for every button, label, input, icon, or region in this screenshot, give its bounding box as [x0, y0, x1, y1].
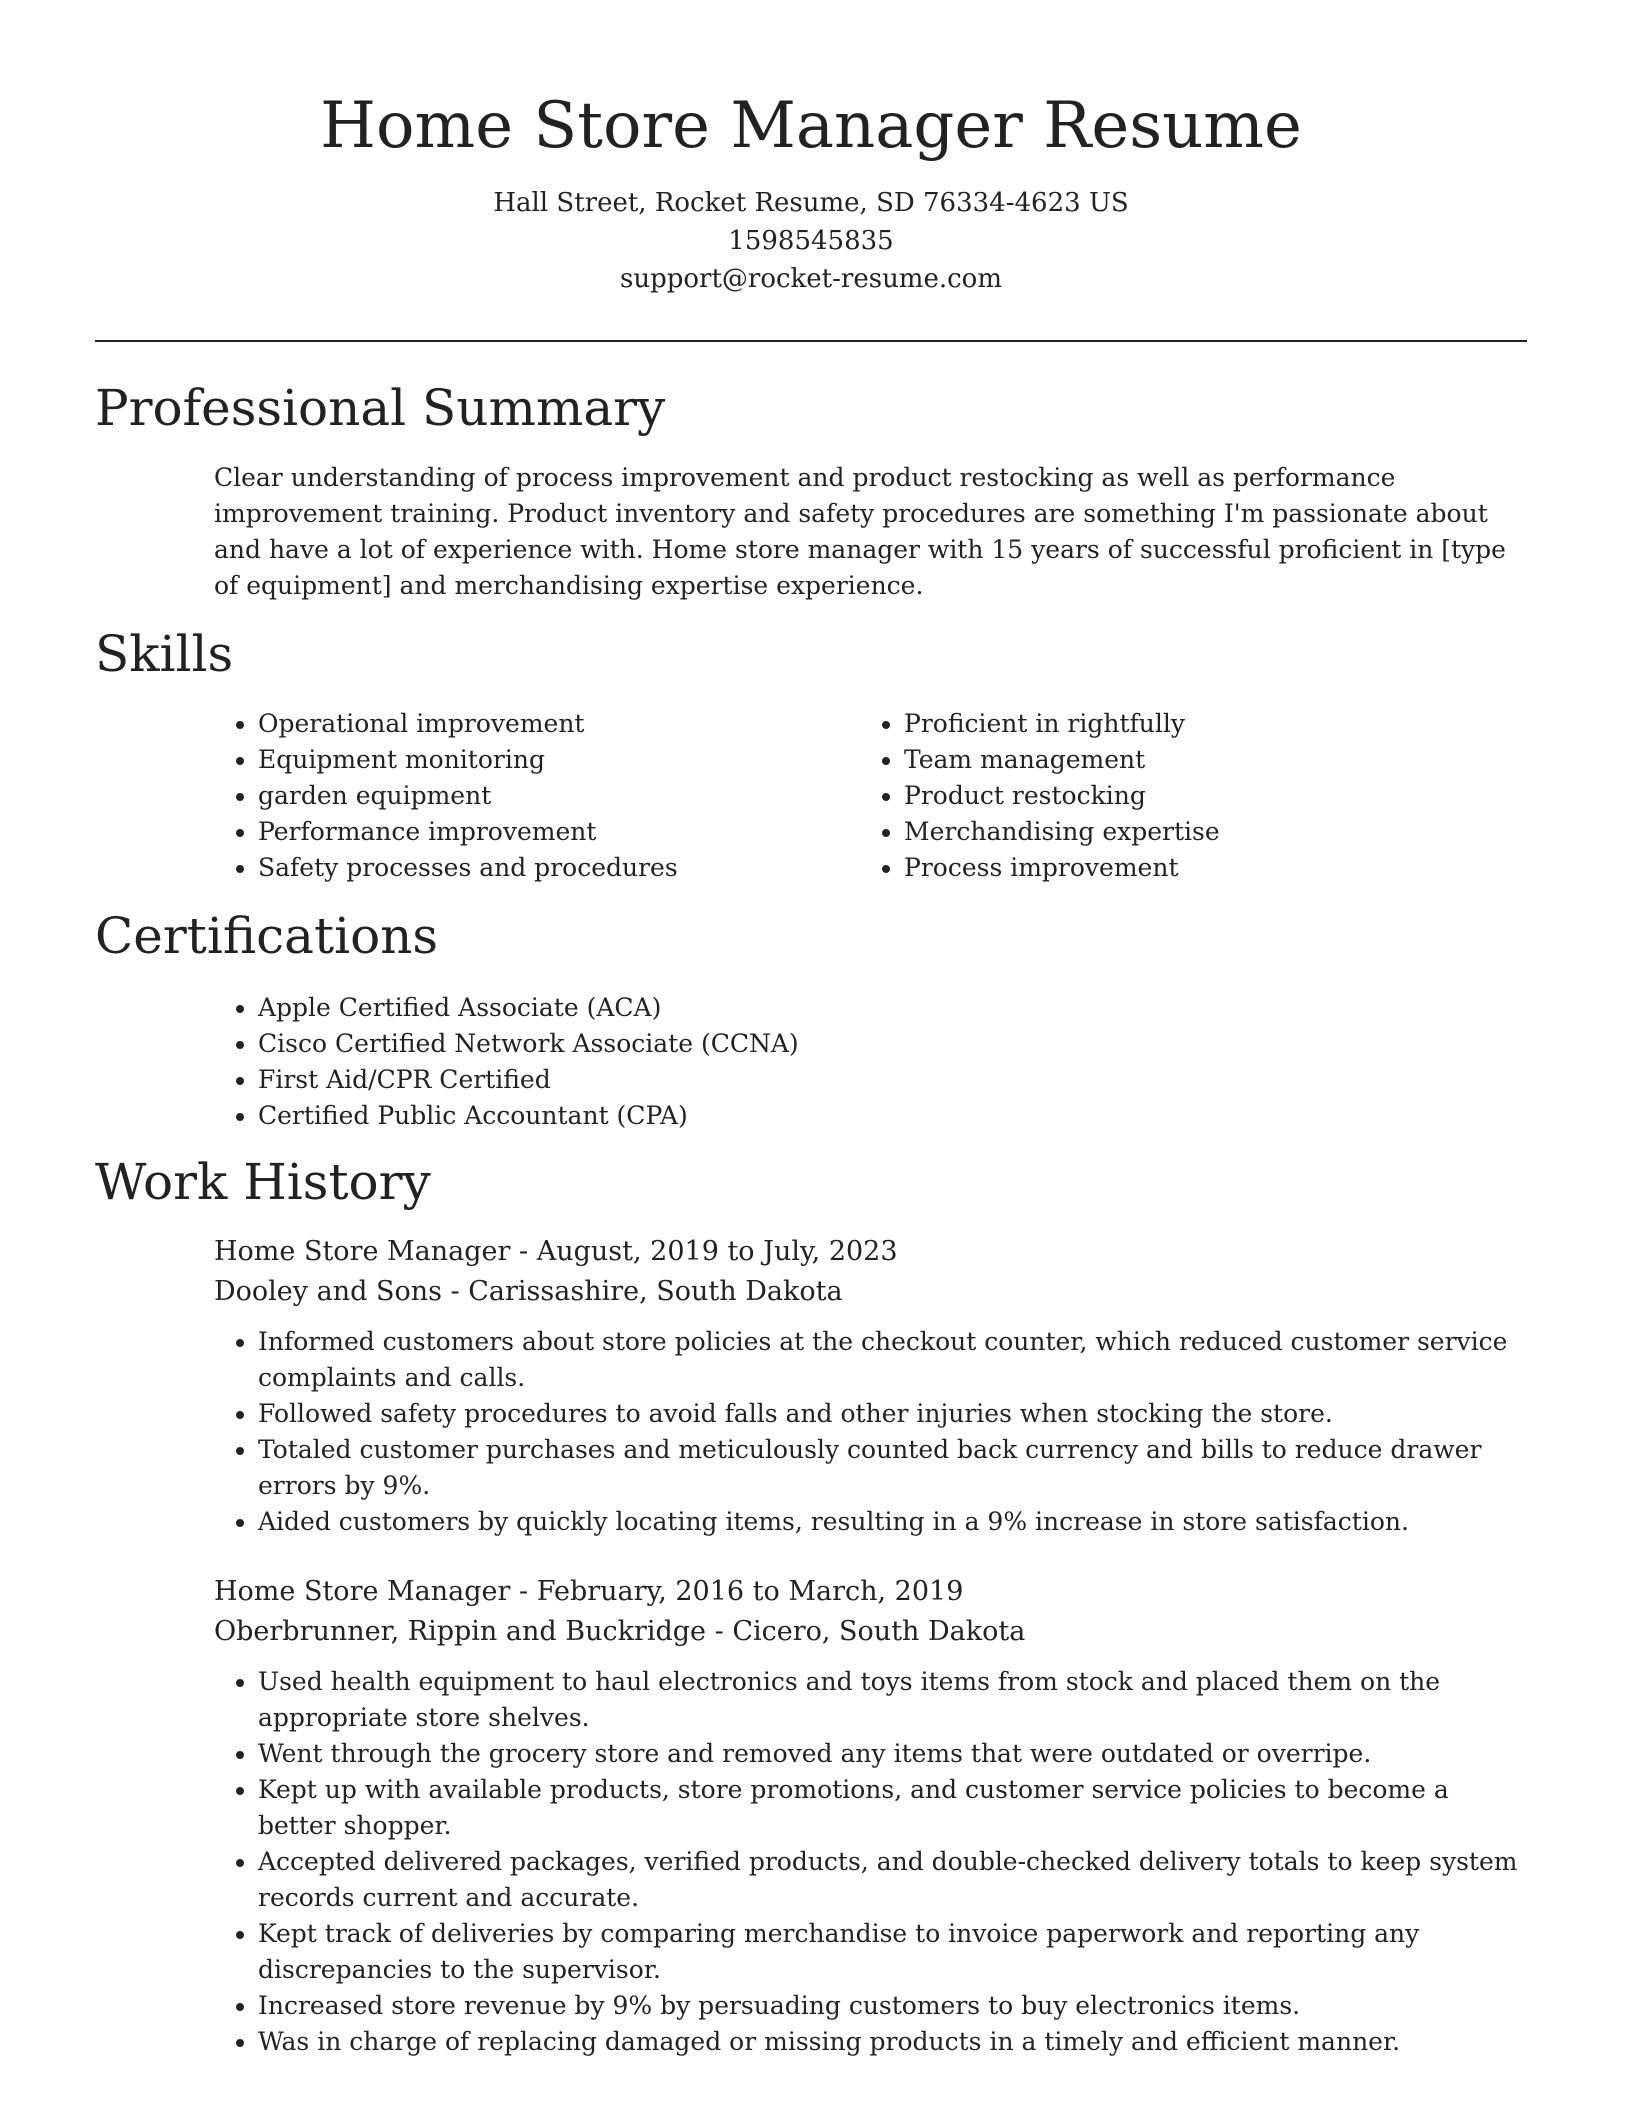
page-title: Home Store Manager Resume: [320, 89, 1302, 163]
resume-header: [95, 78, 1527, 298]
skill-item: • Equipment monitoring: [258, 742, 814, 778]
job-entry: [214, 1232, 1534, 1540]
skills-heading: Skills: [95, 625, 234, 683]
job-company-location: Oberbrunner, Rippin and Buckridge - Cicero, South Dakota: [214, 1616, 1026, 1647]
job-duty-item: • Accepted delivered packages, verified products, and double-checked delivery totals to keep system records current and accurate.: [258, 1844, 1534, 1916]
job-duty-item: • Increased store revenue by 9% by persuading customers to buy electronics items.: [258, 1988, 1534, 2024]
job-duty-item: • Went through the grocery store and removed any items that were outdated or overripe.: [258, 1736, 1534, 1772]
job-title-dates: Home Store Manager - August, 2019 to July, 2023: [214, 1236, 898, 1267]
certification-item: • Certified Public Accountant (CPA): [258, 1098, 1114, 1134]
certification-item: • Apple Certified Associate (ACA): [258, 990, 1114, 1026]
certifications-heading: Certifications: [95, 907, 439, 965]
job-duty-item: • Totaled customer purchases and meticulously counted back currency and bills to reduce drawer errors by 9%.: [258, 1432, 1534, 1504]
certifications-list: [214, 990, 1114, 1134]
contact-email: support@rocket-resume.com: [619, 264, 1002, 294]
skills-column-right: [860, 706, 1460, 886]
job-title-dates: Home Store Manager - February, 2016 to March, 2019: [214, 1576, 964, 1607]
job-duty-item: • Kept track of deliveries by comparing merchandise to invoice paperwork and reporting any discrepancies to the supervisor.: [258, 1916, 1534, 1988]
skill-item: • Operational improvement: [258, 706, 814, 742]
job-duties: [0, 1324, 1534, 1540]
skill-item: • Performance improvement: [258, 814, 814, 850]
summary-heading: Professional Summary: [95, 379, 666, 437]
work-history-heading: Work History: [95, 1153, 431, 1211]
header-divider: [95, 340, 1527, 342]
skill-item: • Safety processes and procedures: [258, 850, 814, 886]
skill-item: • Proficient in rightfully: [904, 706, 1460, 742]
job-duty-item: • Was in charge of replacing damaged or missing products in a timely and efficient manner.: [258, 2024, 1534, 2060]
skill-item: • Merchandising expertise: [904, 814, 1460, 850]
summary-text: Clear understanding of process improvement and product restocking as well as performance improvement training. Product inventory and safety procedures are something I'm passionate about and have a lot of experience with. Home store manager with 15 years of successful proficient in [type of equipment] and merchandising expertise experience.: [214, 463, 1506, 600]
skill-item: • garden equipment: [258, 778, 814, 814]
certification-item: • Cisco Certified Network Associate (CCNA): [258, 1026, 1114, 1062]
job-duty-item: • Aided customers by quickly locating items, resulting in a 9% increase in store satisfaction.: [258, 1504, 1534, 1540]
skill-item: • Process improvement: [904, 850, 1460, 886]
job-duties: [0, 1664, 1534, 2060]
contact-info: [95, 184, 1527, 298]
job-entry: [214, 1572, 1534, 2060]
job-company-location: Dooley and Sons - Carissashire, South Dakota: [214, 1276, 843, 1307]
skill-item: • Product restocking: [904, 778, 1460, 814]
certification-item: • First Aid/CPR Certified: [258, 1062, 1114, 1098]
contact-phone: 1598545835: [728, 226, 894, 256]
job-duty-item: • Informed customers about store policies at the checkout counter, which reduced customer service complaints and calls.: [258, 1324, 1534, 1396]
skill-item: • Team management: [904, 742, 1460, 778]
job-duty-item: • Used health equipment to haul electronics and toys items from stock and placed them on the appropriate store shelves.: [258, 1664, 1534, 1736]
job-duty-item: • Followed safety procedures to avoid falls and other injuries when stocking the store.: [258, 1396, 1534, 1432]
contact-address: Hall Street, Rocket Resume, SD 76334-4623 US: [493, 188, 1129, 218]
job-duty-item: • Kept up with available products, store promotions, and customer service policies to become a better shopper.: [258, 1772, 1534, 1844]
skills-column-left: [214, 706, 814, 886]
